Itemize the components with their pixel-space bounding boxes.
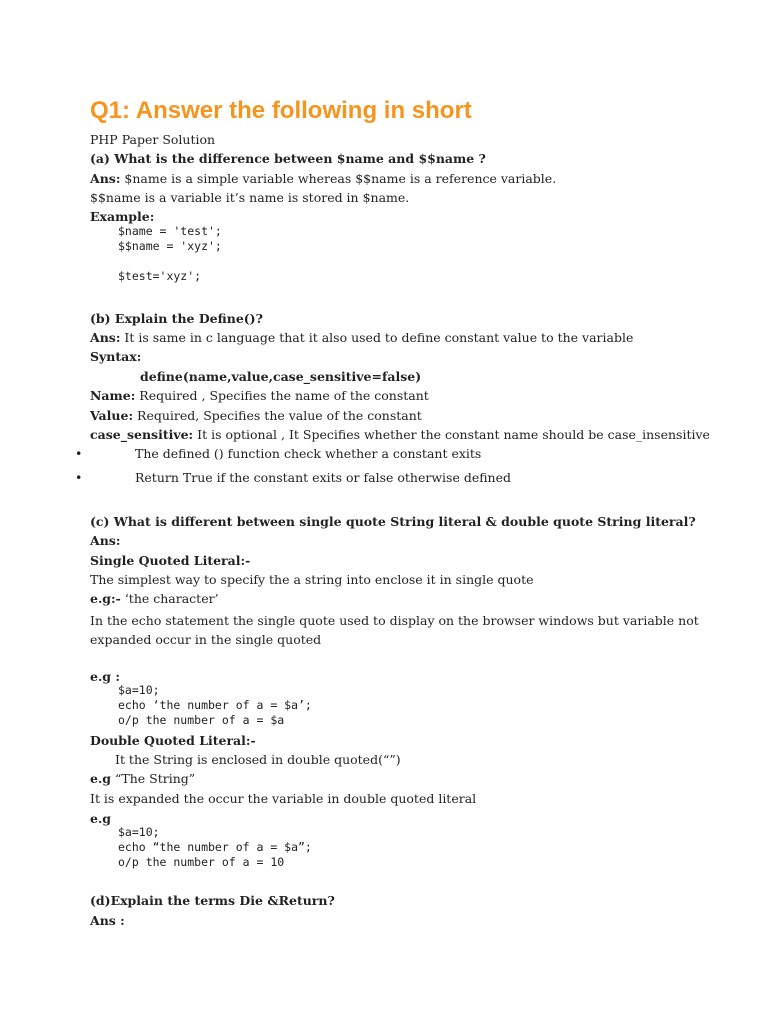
ans-label: Ans:: [90, 171, 121, 186]
ans-label: Ans :: [90, 913, 125, 928]
example-line: [90, 591, 219, 607]
double-quoted-heading: Double Quoted Literal:-: [90, 733, 256, 748]
eg-label: e.g :: [90, 669, 121, 684]
bullet-icon: •: [75, 470, 83, 485]
bullet-icon: •: [75, 446, 83, 461]
syntax-label: Syntax:: [90, 349, 142, 364]
code-block-a: $name = 'test'; $$name = 'xyz'; $test='xyz';: [118, 224, 222, 283]
eg-label: e.g: [90, 771, 112, 786]
bullet-text: The defined () function check whether a constant exits: [135, 446, 482, 461]
eg-label: e.g:-: [90, 591, 121, 606]
ans-text: It is same in c language that it also used to define constant value to the variable: [120, 330, 634, 345]
question-c: (c) What is different between single quote String literal & double quote String literal?: [90, 514, 696, 529]
code-block-single: $a=10; echo ‘the number of a = $a’; o/p the number of a = $a: [118, 683, 312, 727]
bullet-text: Return True if the constant exits or false otherwise defined: [135, 470, 512, 485]
param-name-label: Name:: [90, 388, 136, 403]
param-cs-text: It is optional , It Specifies whether the constant name should be case_insensitive: [193, 427, 710, 442]
answer-b: [90, 330, 633, 346]
question-a: (a) What is the difference between $name and $$name ?: [90, 151, 486, 166]
question-b: (b) Explain the Define()?: [90, 311, 263, 326]
param-value: [90, 408, 422, 424]
question-d: (d)Explain the terms Die &Return?: [90, 893, 335, 908]
param-name-text: Required , Specifies the name of the constant: [135, 388, 429, 403]
echo-desc: In the echo statement the single quote used to display on the browser windows but variable not expanded occur in the single quoted: [90, 613, 699, 647]
param-name: [90, 388, 429, 404]
example-line: [90, 771, 195, 787]
bullet-item: [75, 470, 512, 486]
single-quoted-heading: Single Quoted Literal:-: [90, 553, 251, 568]
single-quoted-desc: The simplest way to specify the a string into enclose it in single quote: [90, 572, 534, 587]
ans-text: $name is a simple variable whereas $$name is a reference variable.: [120, 171, 557, 186]
answer-a: [90, 171, 556, 187]
eg-text: ‘the character’: [120, 591, 219, 606]
expanded-desc: It is expanded the occur the variable in double quoted literal: [90, 791, 477, 806]
eg-text: “The String”: [111, 771, 196, 786]
example-label: Example:: [90, 209, 155, 224]
document-subtitle: PHP Paper Solution: [90, 132, 216, 147]
double-quoted-desc: It the String is enclosed in double quoted(“”): [115, 752, 401, 767]
ans-label: Ans:: [90, 330, 121, 345]
param-cs-label: case_sensitive:: [90, 427, 194, 442]
code-block-double: $a=10; echo “the number of a = $a”; o/p the number of a = 10: [118, 825, 312, 869]
syntax-text: define(name,value,case_sensitive=false): [140, 369, 422, 384]
page-title: Q1: Answer the following in short: [90, 97, 472, 124]
param-case-sensitive: [90, 427, 710, 443]
ans-label: Ans:: [90, 533, 121, 548]
answer-a-line2: $$name is a variable it’s name is stored in $name.: [90, 190, 410, 205]
param-value-text: Required, Specifies the value of the constant: [133, 408, 422, 423]
eg-label: e.g: [90, 811, 112, 826]
bullet-item: [75, 446, 482, 462]
param-value-label: Value:: [90, 408, 134, 423]
